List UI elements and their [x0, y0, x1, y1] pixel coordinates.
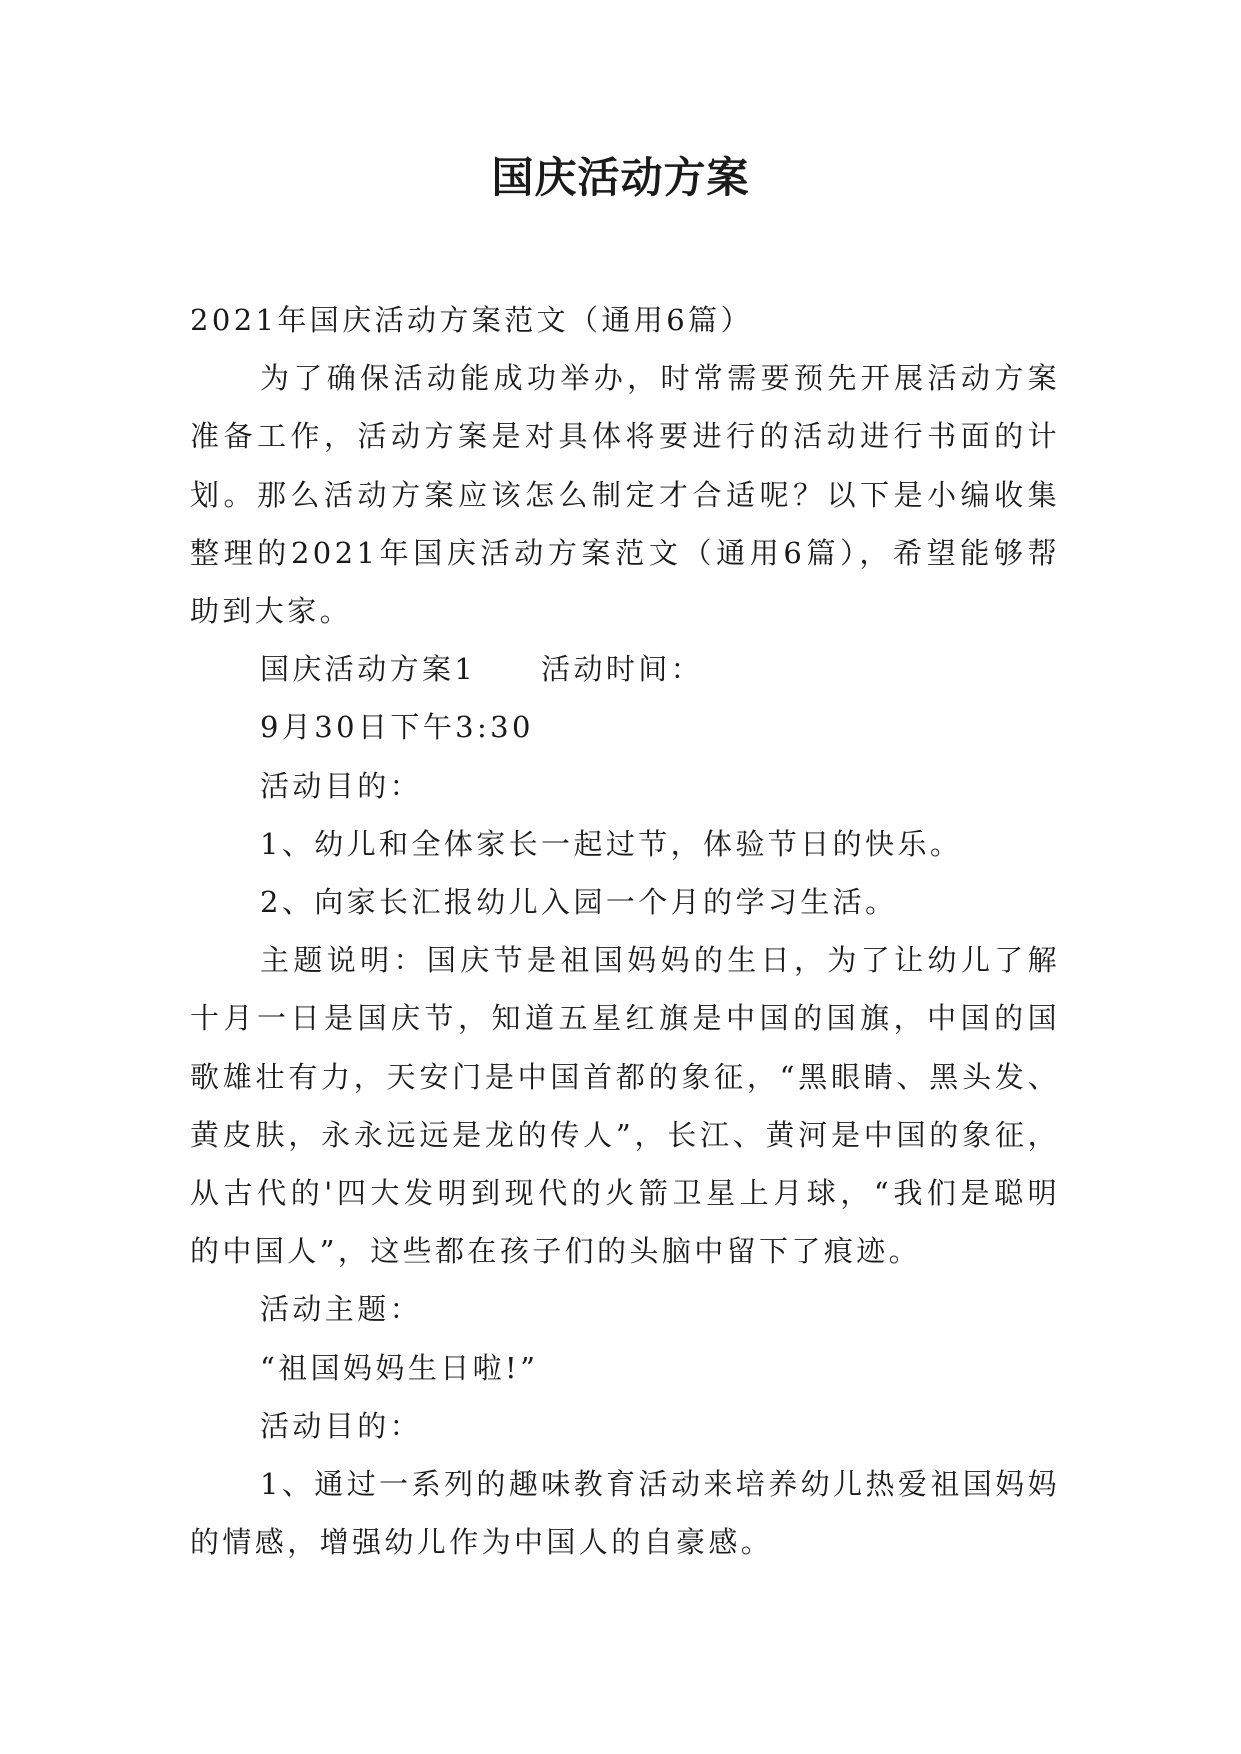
- paragraph-heading: 2021年国庆活动方案范文（通用6篇）: [190, 303, 753, 337]
- paragraph-purpose-label: 活动目的：: [260, 768, 423, 803]
- document-title: 国庆活动方案: [491, 153, 750, 202]
- document-body: [190, 291, 1060, 1571]
- paragraph-purpose-label-2: 活动目的：: [260, 1408, 423, 1443]
- paragraph-plan-1-time-label: 国庆活动方案1 活动时间：: [260, 652, 704, 687]
- paragraph-intro: 为了确保活动能成功举办，时常需要预先开展活动方案准备工作，活动方案是对具体将要进行的活动进行书面的计划。那么活动方案应该怎么制定才合适呢？以下是小编收集整理的2021年国庆活动方案范文（通用6篇），希望能够帮助到大家。: [190, 361, 1060, 629]
- paragraph-purpose-1: 1、幼儿和全体家长一起过节，体验节日的快乐。: [260, 826, 963, 861]
- paragraph-purpose-2: 2、向家长汇报幼儿入园一个月的学习生活。: [260, 885, 898, 920]
- paragraph-purpose-detail-1: 1、通过一系列的趣味教育活动来培养幼儿热爱祖国妈妈的情感，增强幼儿作为中国人的自豪感。: [190, 1467, 1060, 1560]
- paragraph-theme-label: 活动主题：: [260, 1292, 423, 1327]
- paragraph-theme-description: 主题说明：国庆节是祖国妈妈的生日，为了让幼儿了解十月一日是国庆节，知道五星红旗是中国的国旗，中国的国歌雄壮有力，天安门是中国首都的象征，“黑眼睛、黑头发、黄皮肤，永永远远是龙的传人”，长江、黄河是中国的象征，从古代的'四大发明到现代的火箭卫星上月球，“我们是聪明的中国人”，这些都在孩子们的头脑中留下了痕迹。: [190, 943, 1060, 1269]
- paragraph-theme-value: “祖国妈妈生日啦!”: [260, 1350, 539, 1385]
- paragraph-time-value: 9月30日下午3:30: [260, 710, 534, 745]
